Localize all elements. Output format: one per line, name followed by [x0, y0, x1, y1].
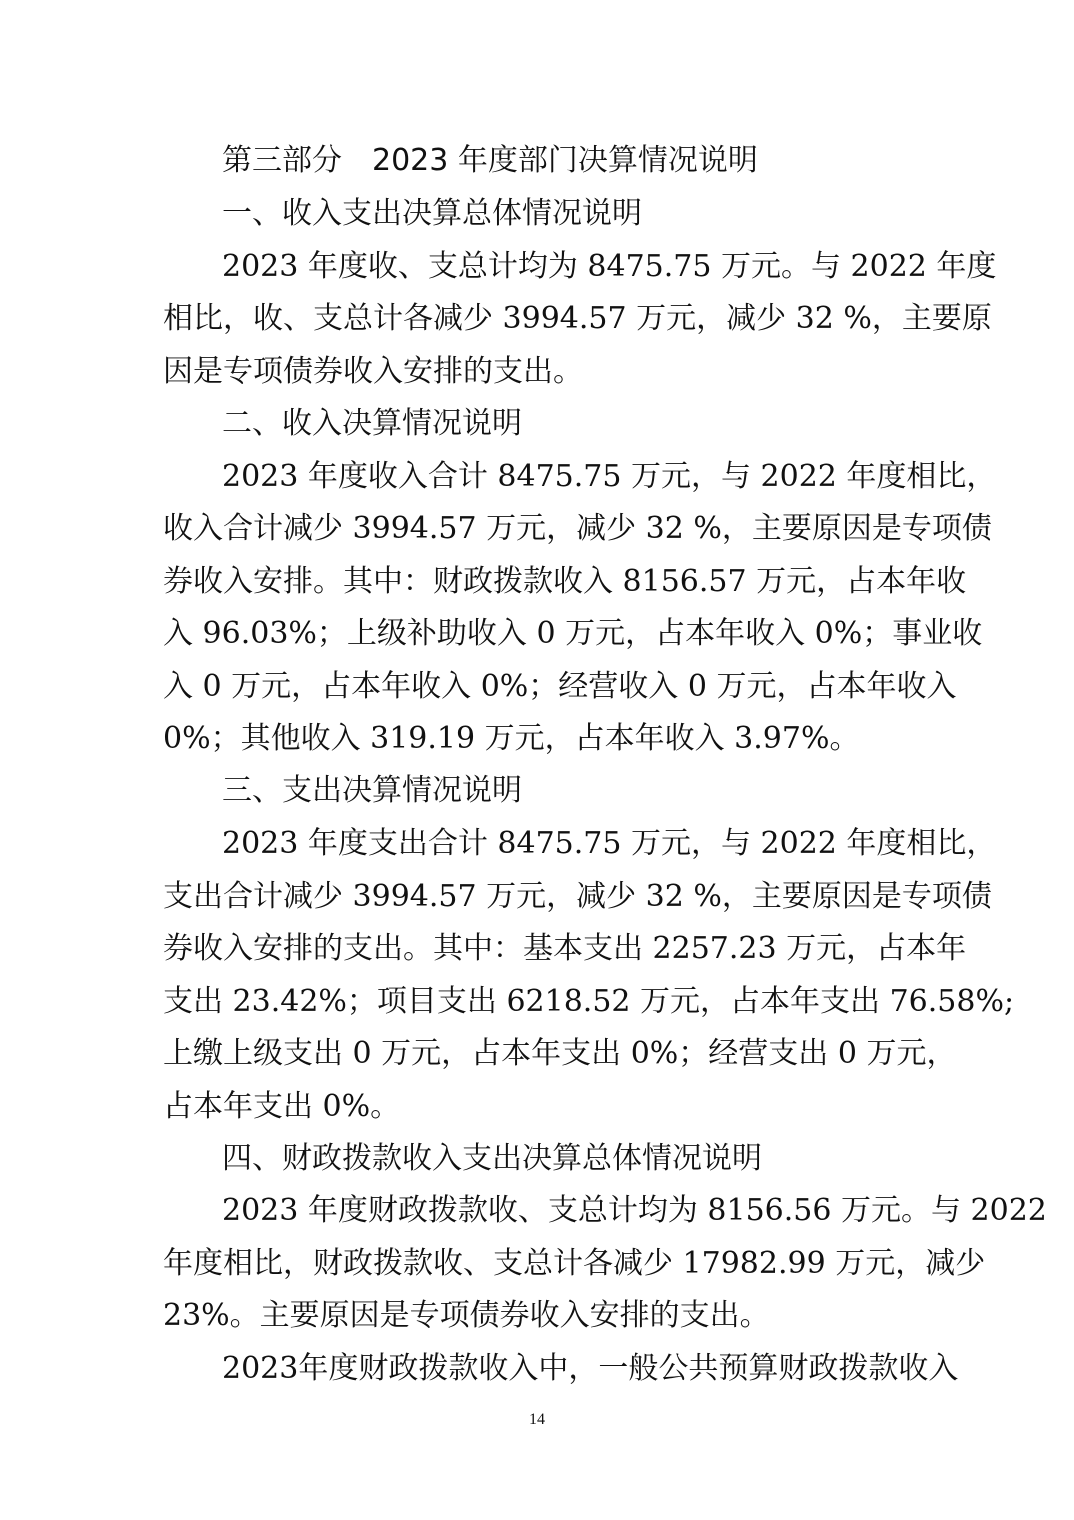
paragraph-line: 券收入安排的支出。其中：基本支出 2257.23 万元，占本年: [163, 931, 967, 966]
paragraph-line: 2023 年度收入合计 8475.75 万元，与 2022 年度相比，: [222, 459, 997, 494]
paragraph-line: 23%。主要原因是专项债券收入安排的支出。: [163, 1298, 770, 1333]
page-number: 14: [529, 1411, 545, 1428]
paragraph-line: 支出 23.42%；项目支出 6218.52 万元，占本年支出 76.58%;: [163, 984, 1015, 1019]
paragraph-line: 2023 年度收、支总计均为 8475.75 万元。与 2022 年度: [222, 249, 997, 284]
paragraph-line: 2023年度财政拨款收入中，一般公共预算财政拨款收入: [222, 1351, 959, 1386]
paragraph-line: 2023 年度支出合计 8475.75 万元，与 2022 年度相比，: [222, 826, 997, 861]
paragraph-line: 2023 年度财政拨款收、支总计均为 8156.56 万元。与 2022: [222, 1193, 1047, 1228]
paragraph-line: 年度相比，财政拨款收、支总计各减少 17982.99 万元，减少: [163, 1246, 986, 1281]
paragraph-line: 因是专项债券收入安排的支出。: [163, 354, 583, 389]
paragraph-line: 入 0 万元，占本年收入 0%；经营收入 0 万元，占本年收入: [163, 669, 957, 704]
section-heading-3: 三、支出决算情况说明: [222, 773, 522, 808]
paragraph-line: 上缴上级支出 0 万元，占本年支出 0%；经营支出 0 万元，: [163, 1036, 957, 1071]
section-heading-4: 四、财政拨款收入支出决算总体情况说明: [222, 1141, 762, 1176]
paragraph-line: 0%；其他收入 319.19 万元，占本年收入 3.97%。: [163, 721, 860, 756]
paragraph-line: 收入合计减少 3994.57 万元，减少 32 %，主要原因是专项债: [163, 511, 992, 546]
paragraph-line: 支出合计减少 3994.57 万元，减少 32 %，主要原因是专项债: [163, 879, 992, 914]
paragraph-line: 入 96.03%；上级补助收入 0 万元，占本年收入 0%；事业收: [163, 616, 983, 651]
part-title: 第三部分 2023 年度部门决算情况说明: [222, 143, 758, 178]
section-heading-1: 一、收入支出决算总体情况说明: [222, 196, 642, 231]
paragraph-line: 券收入安排。其中：财政拨款收入 8156.57 万元，占本年收: [163, 564, 967, 599]
section-heading-2: 二、收入决算情况说明: [222, 406, 522, 441]
paragraph-line: 占本年支出 0%。: [163, 1089, 401, 1124]
paragraph-line: 相比，收、支总计各减少 3994.57 万元，减少 32 %，主要原: [163, 301, 992, 336]
